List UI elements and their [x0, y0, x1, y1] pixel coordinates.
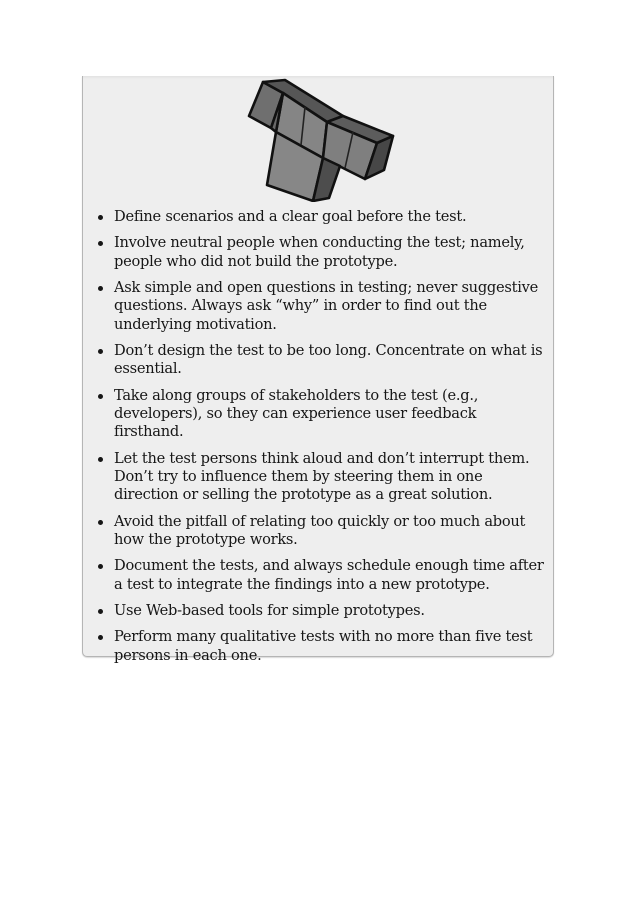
tips-list: [83, 208, 544, 673]
tips-panel: [82, 76, 554, 664]
list-item: Define scenarios and a clear goal before the test.: [114, 208, 544, 226]
list-item: Use Web-based tools for simple prototypes.: [114, 602, 544, 620]
list-item: Involve neutral people when conducting the test; namely, people who did not build the prototype.: [114, 234, 544, 271]
list-item: Don’t design the test to be too long. Concentrate on what is essential.: [114, 342, 543, 378]
tetromino-blocks-icon: [243, 76, 395, 202]
list-item: Avoid the pitfall of relating too quickly or too much about how the prototype works.: [114, 513, 544, 550]
list-item: Perform many qualitative tests with no more than five test persons in each one.: [114, 628, 544, 665]
list-item: Document the tests, and always schedule enough time after a test to integrate the findings into a new prototype.: [114, 557, 544, 593]
list-item: Ask simple and open questions in testing; never suggestive questions. Always ask “why” in order to find out the underlying motivation.: [114, 279, 544, 334]
list-item: Let the test persons think aloud and don’t interrupt them. Don’t try to influence them by steering them in one direction or selling the prototype as a great solution.: [114, 450, 544, 505]
list-item: Take along groups of stakeholders to the test (e.g., developers), so they can experience user feedback firsthand.: [114, 387, 544, 442]
